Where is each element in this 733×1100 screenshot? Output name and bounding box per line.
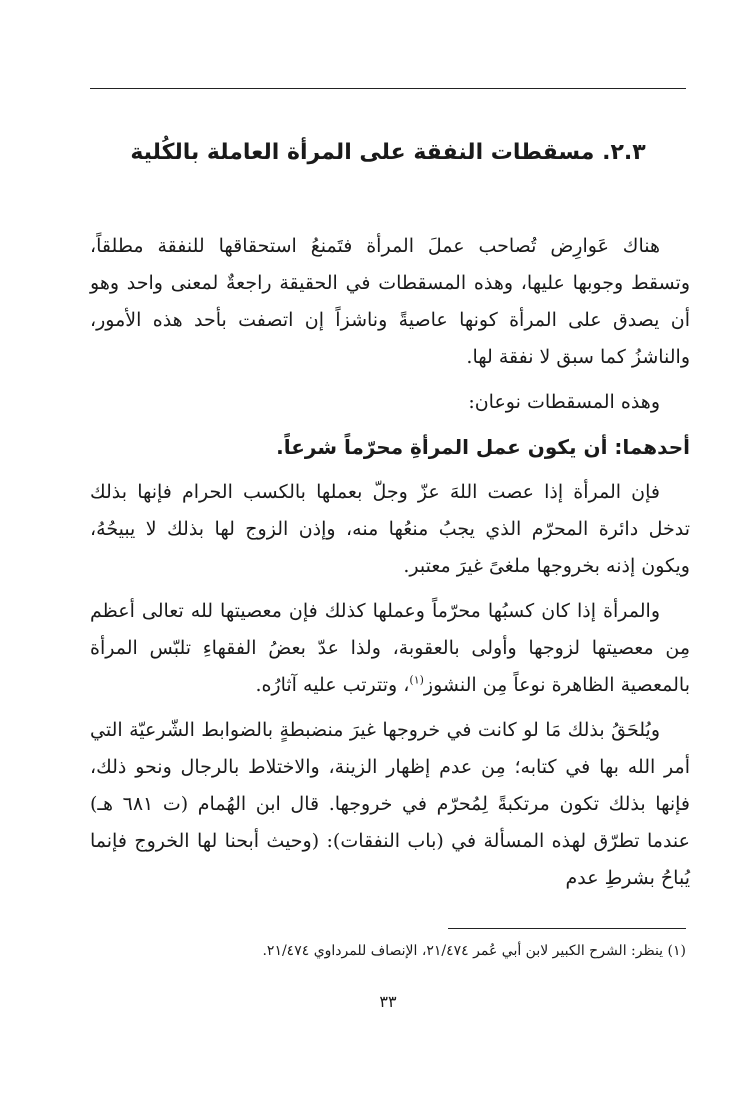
footnote-rule [448, 928, 686, 929]
paragraph-disobedience [90, 593, 690, 704]
paragraph-disobedience-end: ، وتترتب عليه آثارُه. [255, 674, 410, 696]
subheading-first-type: أحدهما: أن يكون عمل المرأةِ محرّماً شرعاً. [276, 435, 690, 459]
section-title: ٢.٣. مسقطات النفقة على المرأة العاملة بالكُلية [130, 140, 646, 165]
main-text [90, 228, 690, 905]
paragraph-disobedience-text: والمرأة إذا كان كسبُها محرّماً وعملها كذلك فإن معصيتها لله تعالى أعظم مِن معصيتها لزوجها وأولى بالعقوبة، ولذا عدّ بعضُ الفقهاءِ تلبّس المرأة بالمعصية الظاهرة نوعاً مِن النشوز [90, 600, 690, 696]
paragraph-intro: هناك عَوارِض تُصاحب عملَ المرأة فتَمنعُ استحقاقها للنفقة مطلقاً، وتسقط وجوبها عليها، وهذه المسقطات في الحقيقة راجعةٌ لمعنى واحد وهو أن يصدق على المرأة كونها عاصيةً وناشزاً إن اتصفت بأحد هذه الأمور، والناشزُ كما سبق لا نفقة لها. [90, 235, 690, 368]
paragraph-forbidden-earning: فإن المرأة إذا عصت اللهَ عزّ وجلّ بعملها بالكسب الحرام فإنها بذلك تدخل دائرة المحرّم الذي يجبُ منعُها منه، وإذن الزوج لها بذلك لا يبيحُهُ، ويكون إذنه بخروجها ملغىً غيرَ معتبر. [90, 481, 690, 577]
footnote-reference[interactable]: (١) [409, 673, 424, 687]
header-rule [90, 88, 686, 89]
paragraph-conditions: ويُلحَقُ بذلك مَا لو كانت في خروجها غيرَ منضبطةٍ بالضوابط الشّرعيّة التي أمر الله بها في كتابه؛ مِن عدم إظهار الزينة، والاختلاط بالرجال ونحو ذلك، فإنها بذلك تكون مرتكبةً لِمُحرّم في خروجها. قال ابن الهُمام (ت ٦٨١ هـ) عندما تطرّق لهذه المسألة في (باب النفقات): (وحيث أبحنا لها الخروج فإنما يُباحُ بشرطِ عدم [90, 719, 690, 889]
page-number: ٣٣ [379, 992, 397, 1011]
footnote: (١) ينظر: الشرح الكبير لابن أبي عُمر ٢١/٤٧٤، الإنصاف للمرداوي ٢١/٤٧٤. [262, 943, 686, 959]
paragraph-types: وهذه المسقطات نوعان: [468, 391, 660, 413]
